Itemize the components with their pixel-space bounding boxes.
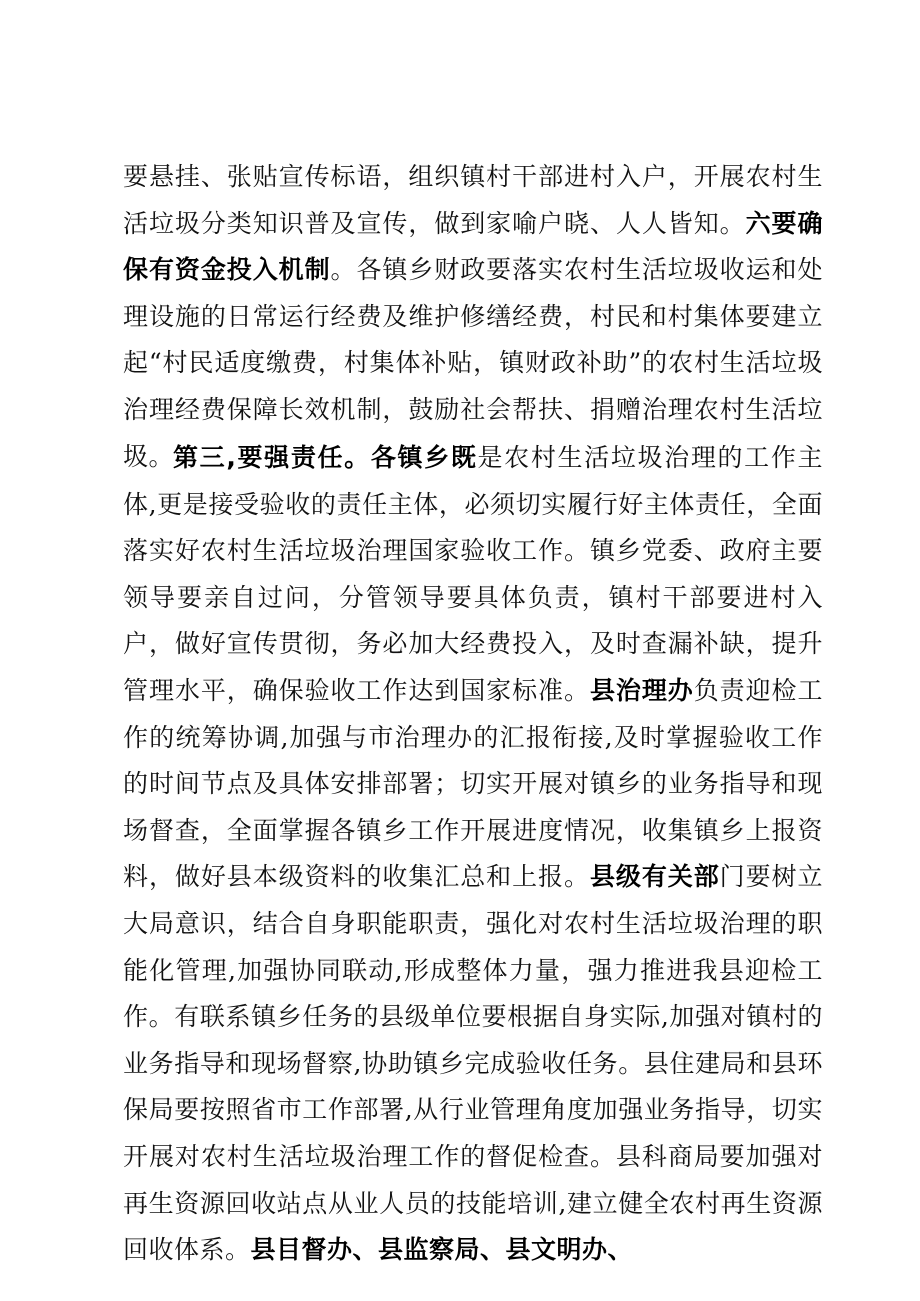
bold-heading-funding: 六要确保有资金投入机制: [123, 208, 823, 285]
paragraph-funding: [123, 154, 823, 480]
paragraph-text: 。各镇乡财政要落实农村生活垃圾收运和处理设施的日常运行经费及维护修缮经费，村民和村集体要建立起“村民适度缴费，村集体补贴，镇财政补助”的农村生活垃圾治理经费保障长效机制，鼓励社会帮扶、捐赠治理农村生活垃圾。: [123, 255, 823, 471]
paragraph-text: 要悬挂、张贴宣传标语，组织镇村干部进村入户，开展农村生活垃圾分类知识普及宣传，做到家喻户晓、人人皆知。: [123, 162, 823, 238]
bold-heading-county-office: 县治理办: [589, 675, 694, 705]
bold-heading-responsibility: 第三,要强责任。各镇乡既: [173, 443, 478, 472]
paragraph-text: 门要树立大局意识，结合自身职能职责，强化对农村生活垃圾治理的职能化管理,加强协同联动,形成整体力量，强力推进我县迎检工作。有联系镇乡任务的县级单位要根据自身实际,加强对镇村的业务指导和现场督察,协助镇乡完成验收任务。县住建局和县环保局要按照省市工作部署,从行业管理角度加强业务指导，切实开展对农村生活垃圾治理工作的督促检查。县科商局要加强对再生资源回收站点从业人员的技能培训,建立健全农村再生资源回收体系。: [123, 862, 823, 1265]
paragraph-text: 负责迎检工作的统筹协调,加强与市治理办的汇报衔接,及时掌握验收工作的时间节点及具体安排部署；切实开展对镇乡的业务指导和现场督查，全面掌握各镇乡工作开展进度情况，收集镇乡上报资料，做好县本级资料的收集汇总和上报。: [123, 675, 823, 892]
bold-heading-supervision: 县目督办、县监察局、县文明办、: [250, 1235, 634, 1265]
bold-heading-county-departments: 县级有关部: [589, 862, 720, 892]
paragraph-text: 是农村生活垃圾治理的工作主体,更是接受验收的责任主体，必须切实履行好主体责任，全面落实好农村生活垃圾治理国家验收工作。镇乡党委、政府主要领导要亲自过问，分管领导要具体负责，镇村干部要进村入户，做好宣传贯彻，务必加大经费投入，及时查漏补缺，提升管理水平，确保验收工作达到国家标准。: [123, 443, 823, 705]
paragraph-responsibility: [123, 435, 823, 1274]
